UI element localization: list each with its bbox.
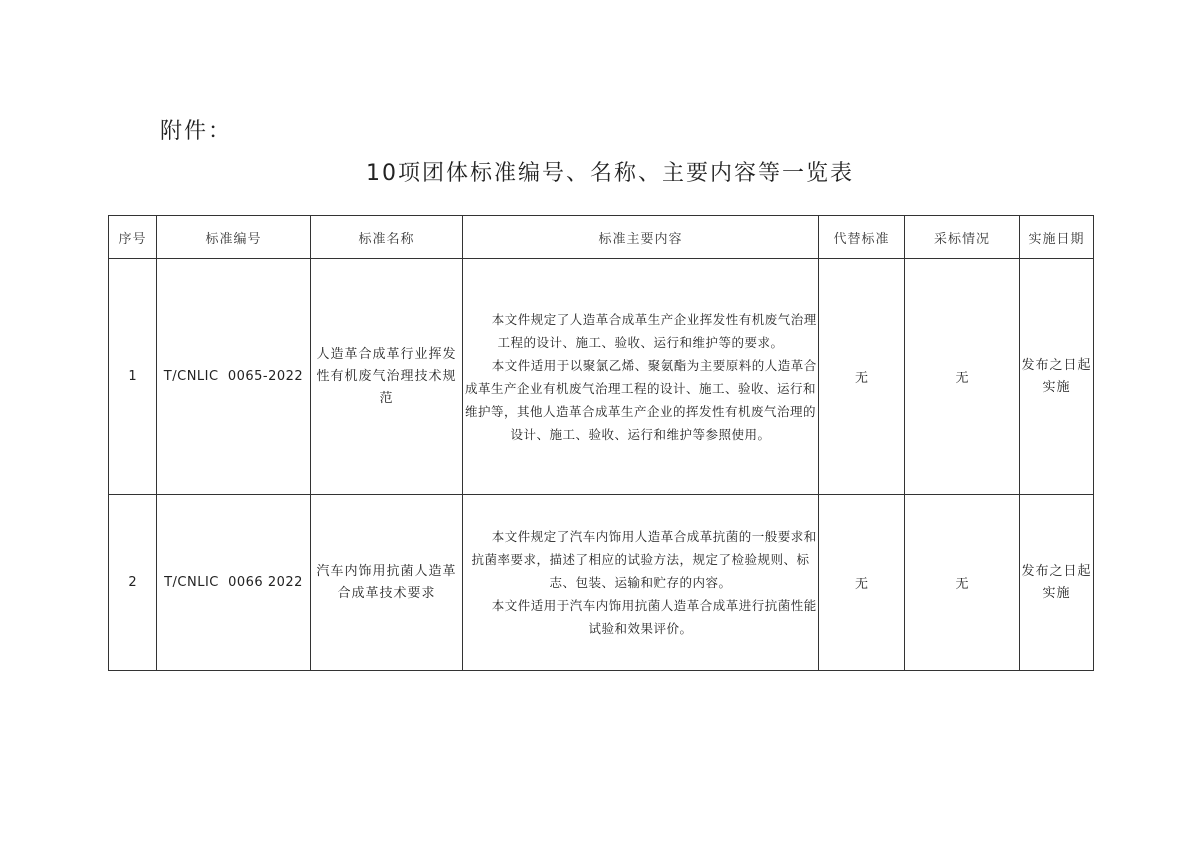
cell-name: 人造革合成革行业挥发性有机废气治理技术规范 — [311, 259, 463, 495]
content-paragraph: 本文件适用于汽车内饰用抗菌人造革合成革进行抗菌性能试验和效果评价。 — [491, 598, 817, 636]
table-row — [109, 495, 1094, 671]
standards-table — [108, 215, 1094, 671]
content-paragraph: 本文件适用于以聚氯乙烯、聚氨酯为主要原料的人造革合成革生产企业有机废气治理工程的设计、施工、验收、运行和维护等，其他人造革合成革生产企业的挥发性有机废气治理的设计、施工、验收、运行和维护等参照使用。 — [464, 357, 817, 442]
cell-content — [463, 495, 819, 671]
content-paragraph: 本文件规定了人造革合成革生产企业挥发性有机废气治理工程的设计、施工、验收、运行和维护等的要求。 — [491, 311, 817, 350]
content-paragraph: 本文件规定了汽车内饰用人造革合成革抗菌的一般要求和抗菌率要求，描述了相应的试验方法，规定了检验规则、标志、包装、运输和贮存的内容。 — [471, 529, 817, 590]
cell-content — [463, 259, 819, 495]
cell-code: T/CNLIC 0065-2022 — [157, 259, 311, 495]
table-header-row — [109, 216, 1094, 259]
header-replaced: 代替标准 — [819, 216, 905, 259]
cell-name: 汽车内饰用抗菌人造革合成革技术要求 — [311, 495, 463, 671]
cell-code: T/CNLIC 0066 2022 — [157, 495, 311, 671]
header-name: 标准名称 — [311, 216, 463, 259]
table-row — [109, 259, 1094, 495]
header-seq: 序号 — [109, 216, 157, 259]
cell-seq: 1 — [109, 259, 157, 495]
header-date: 实施日期 — [1020, 216, 1094, 259]
cell-seq: 2 — [109, 495, 157, 671]
cell-adoption: 无 — [905, 259, 1020, 495]
header-content: 标准主要内容 — [463, 216, 819, 259]
header-code: 标准编号 — [157, 216, 311, 259]
cell-replaced: 无 — [819, 259, 905, 495]
cell-adoption: 无 — [905, 495, 1020, 671]
attachment-label: 附件： — [160, 119, 233, 144]
page-title: 10项团体标准编号、名称、主要内容等一览表 — [366, 161, 854, 186]
cell-date: 发布之日起实施 — [1020, 259, 1094, 495]
header-adoption: 采标情况 — [905, 216, 1020, 259]
cell-replaced: 无 — [819, 495, 905, 671]
cell-date: 发布之日起实施 — [1020, 495, 1094, 671]
